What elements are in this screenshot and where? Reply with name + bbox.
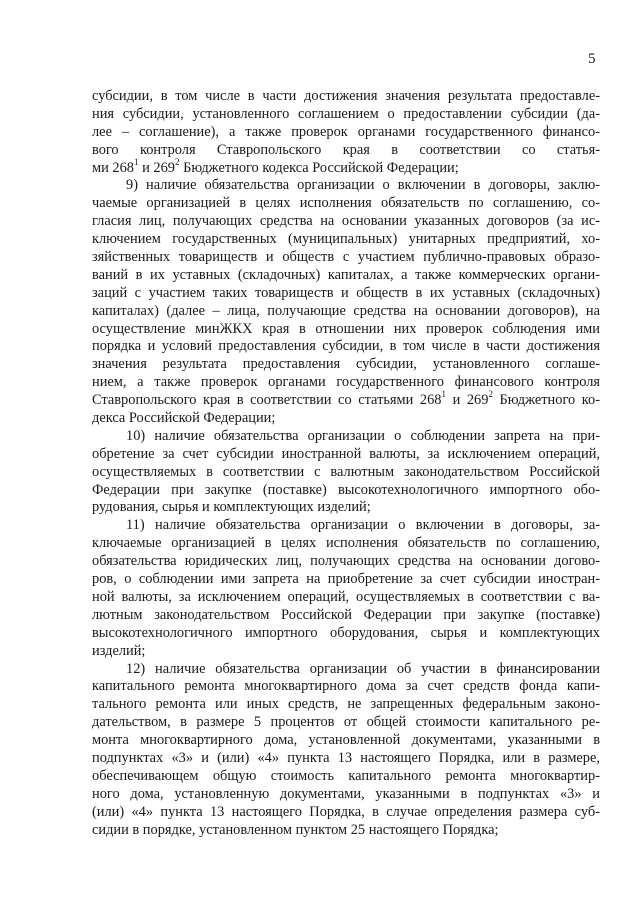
text-line (92, 589, 600, 607)
text-line (92, 625, 600, 643)
text-line (92, 714, 600, 732)
text-line (92, 553, 600, 571)
line-text: высокотехнологичного импортного оборудования, сырья и комплектующих (92, 624, 600, 641)
line-text: ваний в их уставных (складочных) капиталах, а также коммерческих органи- (92, 266, 600, 283)
line-text: тального ремонта или иных средств, не запрещенных федеральным законо- (92, 696, 600, 713)
line-text: чаемые организацией в целях исполнения обязательств по соглашению, со- (92, 195, 600, 212)
line-text: обеспечивающем общую стоимость капитального ремонта многоквартир- (92, 767, 600, 784)
text-line (92, 607, 600, 625)
line-text: подпунктах «3» и (или) «4» пункта 13 настоящего Порядка, или в размере, (92, 749, 600, 766)
text-line (92, 786, 600, 804)
text-line (92, 231, 600, 249)
text-line (92, 750, 600, 768)
line-text: Бюджетного кодекса Российской Федерации; (179, 159, 459, 176)
line-text: лютным законодательством Российской Федерации при закупке (поставке) (92, 606, 600, 623)
line-text: ров, о соблюдении ими запрета на приобретение за счет субсидии иностран- (92, 571, 600, 588)
text-line (92, 482, 600, 500)
line-text: ного дома, установленную документами, указанными в подпунктах «3» и (92, 785, 600, 802)
paragraph-item-12 (92, 661, 600, 840)
line-text: обязательства юридических лиц, получающих средства на основании догово- (92, 553, 600, 570)
line-text: капитального ремонта многоквартирного дома за счет средств фонда капи- (92, 678, 600, 695)
document-body (92, 88, 600, 839)
text-line (92, 517, 600, 535)
line-text: ми 268 (92, 159, 134, 176)
text-line (92, 303, 600, 321)
line-text: Бюджетного ко- (492, 392, 601, 409)
text-line (92, 822, 600, 840)
text-line (92, 156, 600, 178)
text-line (92, 446, 600, 464)
line-text: Ставропольского края в соответствии со статьями 268 (92, 392, 442, 409)
text-line (92, 88, 600, 106)
text-line (92, 142, 600, 160)
line-text: вого контроля Ставропольского края в соответствии со статья- (92, 141, 600, 158)
superscript: 1 (441, 389, 447, 400)
line-text: 10) наличие обязательства организации о соблюдении запрета на при- (126, 427, 600, 444)
text-line (92, 356, 600, 374)
text-line (92, 696, 600, 714)
line-text: субсидии, в том числе в части достижения значения результата предоставле- (92, 88, 600, 104)
superscript: 2 (174, 156, 180, 167)
text-line (92, 464, 600, 482)
line-text: порядка и условий предоставления субсидии, в том числе в части достижения (92, 338, 600, 355)
line-text: и 269 (446, 392, 489, 409)
superscript: 2 (488, 389, 493, 400)
line-text: значения результата предоставления субсидии, установленного соглаше- (92, 356, 600, 373)
text-line (92, 410, 600, 428)
page-number: 5 (588, 51, 596, 67)
line-text: ключением государственных (муниципальных) унитарных предприятий, хо- (92, 231, 600, 248)
line-text: сидии в порядке, установленном пунктом 25 настоящего Порядка; (92, 821, 499, 838)
text-line (92, 195, 600, 213)
line-text: лее – соглашение), а также проверок органами государственного финансо- (92, 123, 600, 140)
text-line (92, 428, 600, 446)
line-text: заций с участием таких товариществ и обществ в их уставных (складочных) (92, 284, 600, 301)
text-line (92, 213, 600, 231)
text-line (92, 374, 600, 392)
line-text: монта многоквартирного дома, установленной документами, указанными в (92, 732, 600, 749)
text-line (92, 661, 600, 679)
text-line (92, 804, 600, 822)
text-line (92, 285, 600, 303)
line-text: изделий; (92, 642, 146, 659)
line-text: ключаемые организацией в целях исполнения обязательств по соглашению, (92, 535, 600, 552)
text-line (92, 321, 600, 339)
text-line (92, 643, 600, 661)
line-text: капиталах) (далее – лица, получающие средства на основании договоров), на (92, 302, 600, 319)
line-text: гласия лиц, получающих средства на основании указанных договоров (за ис- (92, 213, 600, 230)
line-text: обретение за счет субсидии иностранной валюты, за исключением операций, (92, 445, 600, 462)
line-text: дательством, в размере 5 процентов от общей стоимости капитального ре- (92, 714, 600, 731)
text-line (92, 267, 600, 285)
line-text: ния субсидии, установленного соглашением о предоставлении субсидии (да- (92, 105, 600, 122)
text-line (92, 338, 600, 356)
paragraph-item-10 (92, 428, 600, 517)
line-text: 9) наличие обязательства организации о включении в договоры, заклю- (126, 177, 600, 194)
line-text: Федерации при закупке (поставке) высокотехнологичного импортного обо- (92, 481, 600, 498)
text-line (92, 499, 600, 517)
line-text: рудования, сырья и комплектующих изделий; (92, 499, 371, 516)
text-line (92, 249, 600, 267)
line-text: и 269 (138, 159, 175, 176)
paragraph-item-11 (92, 517, 600, 660)
text-line (92, 768, 600, 786)
text-line (92, 535, 600, 553)
text-line (92, 177, 600, 195)
line-text: нием, а также проверок органами государственного финансового контроля (92, 374, 600, 391)
text-line (92, 571, 600, 589)
line-text: 12) наличие обязательства организации об участии в финансировании (126, 660, 600, 677)
text-line (92, 678, 600, 696)
paragraph-item-9 (92, 177, 600, 427)
paragraph-continuation (92, 88, 600, 177)
line-text: осуществление минЖКХ края в отношении них проверок соблюдения ими (92, 320, 600, 337)
line-text: ной валюты, за исключением операций, осуществляемых в соответствии с ва- (92, 588, 600, 605)
text-line (92, 124, 600, 142)
line-text: зяйственных товариществ и обществ с участием публично-правовых образо- (92, 249, 600, 266)
line-text: (или) «4» пункта 13 настоящего Порядка, в случае определения размера суб- (92, 803, 600, 820)
text-line (92, 732, 600, 750)
text-line (92, 389, 601, 410)
superscript: 1 (134, 156, 139, 167)
text-line (92, 106, 600, 124)
line-text: 11) наличие обязательства организации о включении в договоры, за- (126, 517, 600, 534)
line-text: осуществляемых в соответствии с валютным законодательством Российской (92, 463, 600, 480)
line-text: декса Российской Федерации; (92, 410, 276, 427)
